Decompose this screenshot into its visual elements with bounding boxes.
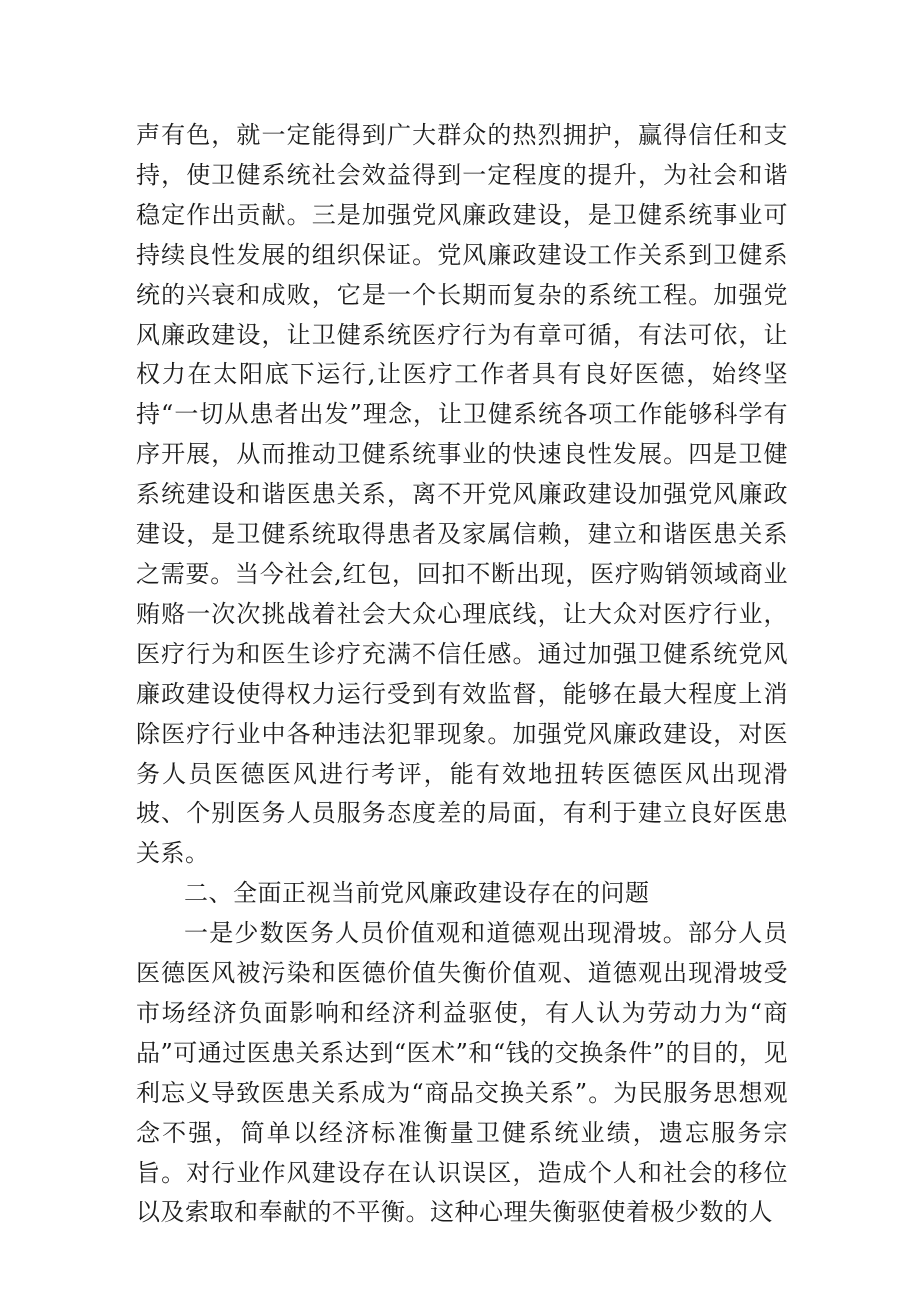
document-body xyxy=(136,116,788,1233)
paragraph-problem-one: 一是少数医务人员价值观和道德观出现滑坡。部分人员医德医风被污染和医德价值失衡价值观、道德观出现滑坡受市场经济负面影响和经济利益驱使，有人认为劳动力为“商品”可通过医患关系达到“医术”和“钱的交换条件”的目的，见利忘义导致医患关系成为“商品交换关系”。为民服务思想观念不强，简单以经济标准衡量卫健系统业绩，遗忘服务宗旨。对行业作风建设存在认识误区，造成个人和社会的移位以及索取和奉献的不平衡。这种心理失衡驱使着极少数的人 xyxy=(136,919,788,1227)
section-heading: 二、全面正视当前党风廉政建设存在的问题 xyxy=(184,879,650,908)
paragraph-continued: 声有色，就一定能得到广大群众的热烈拥护，赢得信任和支持，使卫健系统社会效益得到一定程度的提升，为社会和谐稳定作出贡献。三是加强党风廉政建设，是卫健系统事业可持续良性发展的组织保证。党风廉政建设工作关系到卫健系统的兴衰和成败，它是一个长期而复杂的系统工程。加强党风廉政建设，让卫健系统医疗行为有章可循，有法可依，让权力在太阳底下运行,让医疗工作者具有良好医德，始终坚持“一切从患者出发”理念，让卫健系统各项工作能够科学有序开展，从而推动卫健系统事业的快速良性发展。四是卫健系统建设和谐医患关系，离不开党风廉政建设加强党风廉政建设，是卫健系统取得患者及家属信赖，建立和谐医患关系之需要。当今社会,红包，回扣不断出现，医疗购销领域商业贿赂一次次挑战着社会大众心理底线，让大众对医疗行业，医疗行为和医生诊疗充满不信任感。通过加强卫健系统党风廉政建设使得权力运行受到有效监督，能够在最大程度上消除医疗行业中各种违法犯罪现象。加强党风廉政建设，对医务人员医德医风进行考评，能有效地扭转医德医风出现滑坡、个别医务人员服务态度差的局面，有利于建立良好医患关系。 xyxy=(136,121,788,868)
